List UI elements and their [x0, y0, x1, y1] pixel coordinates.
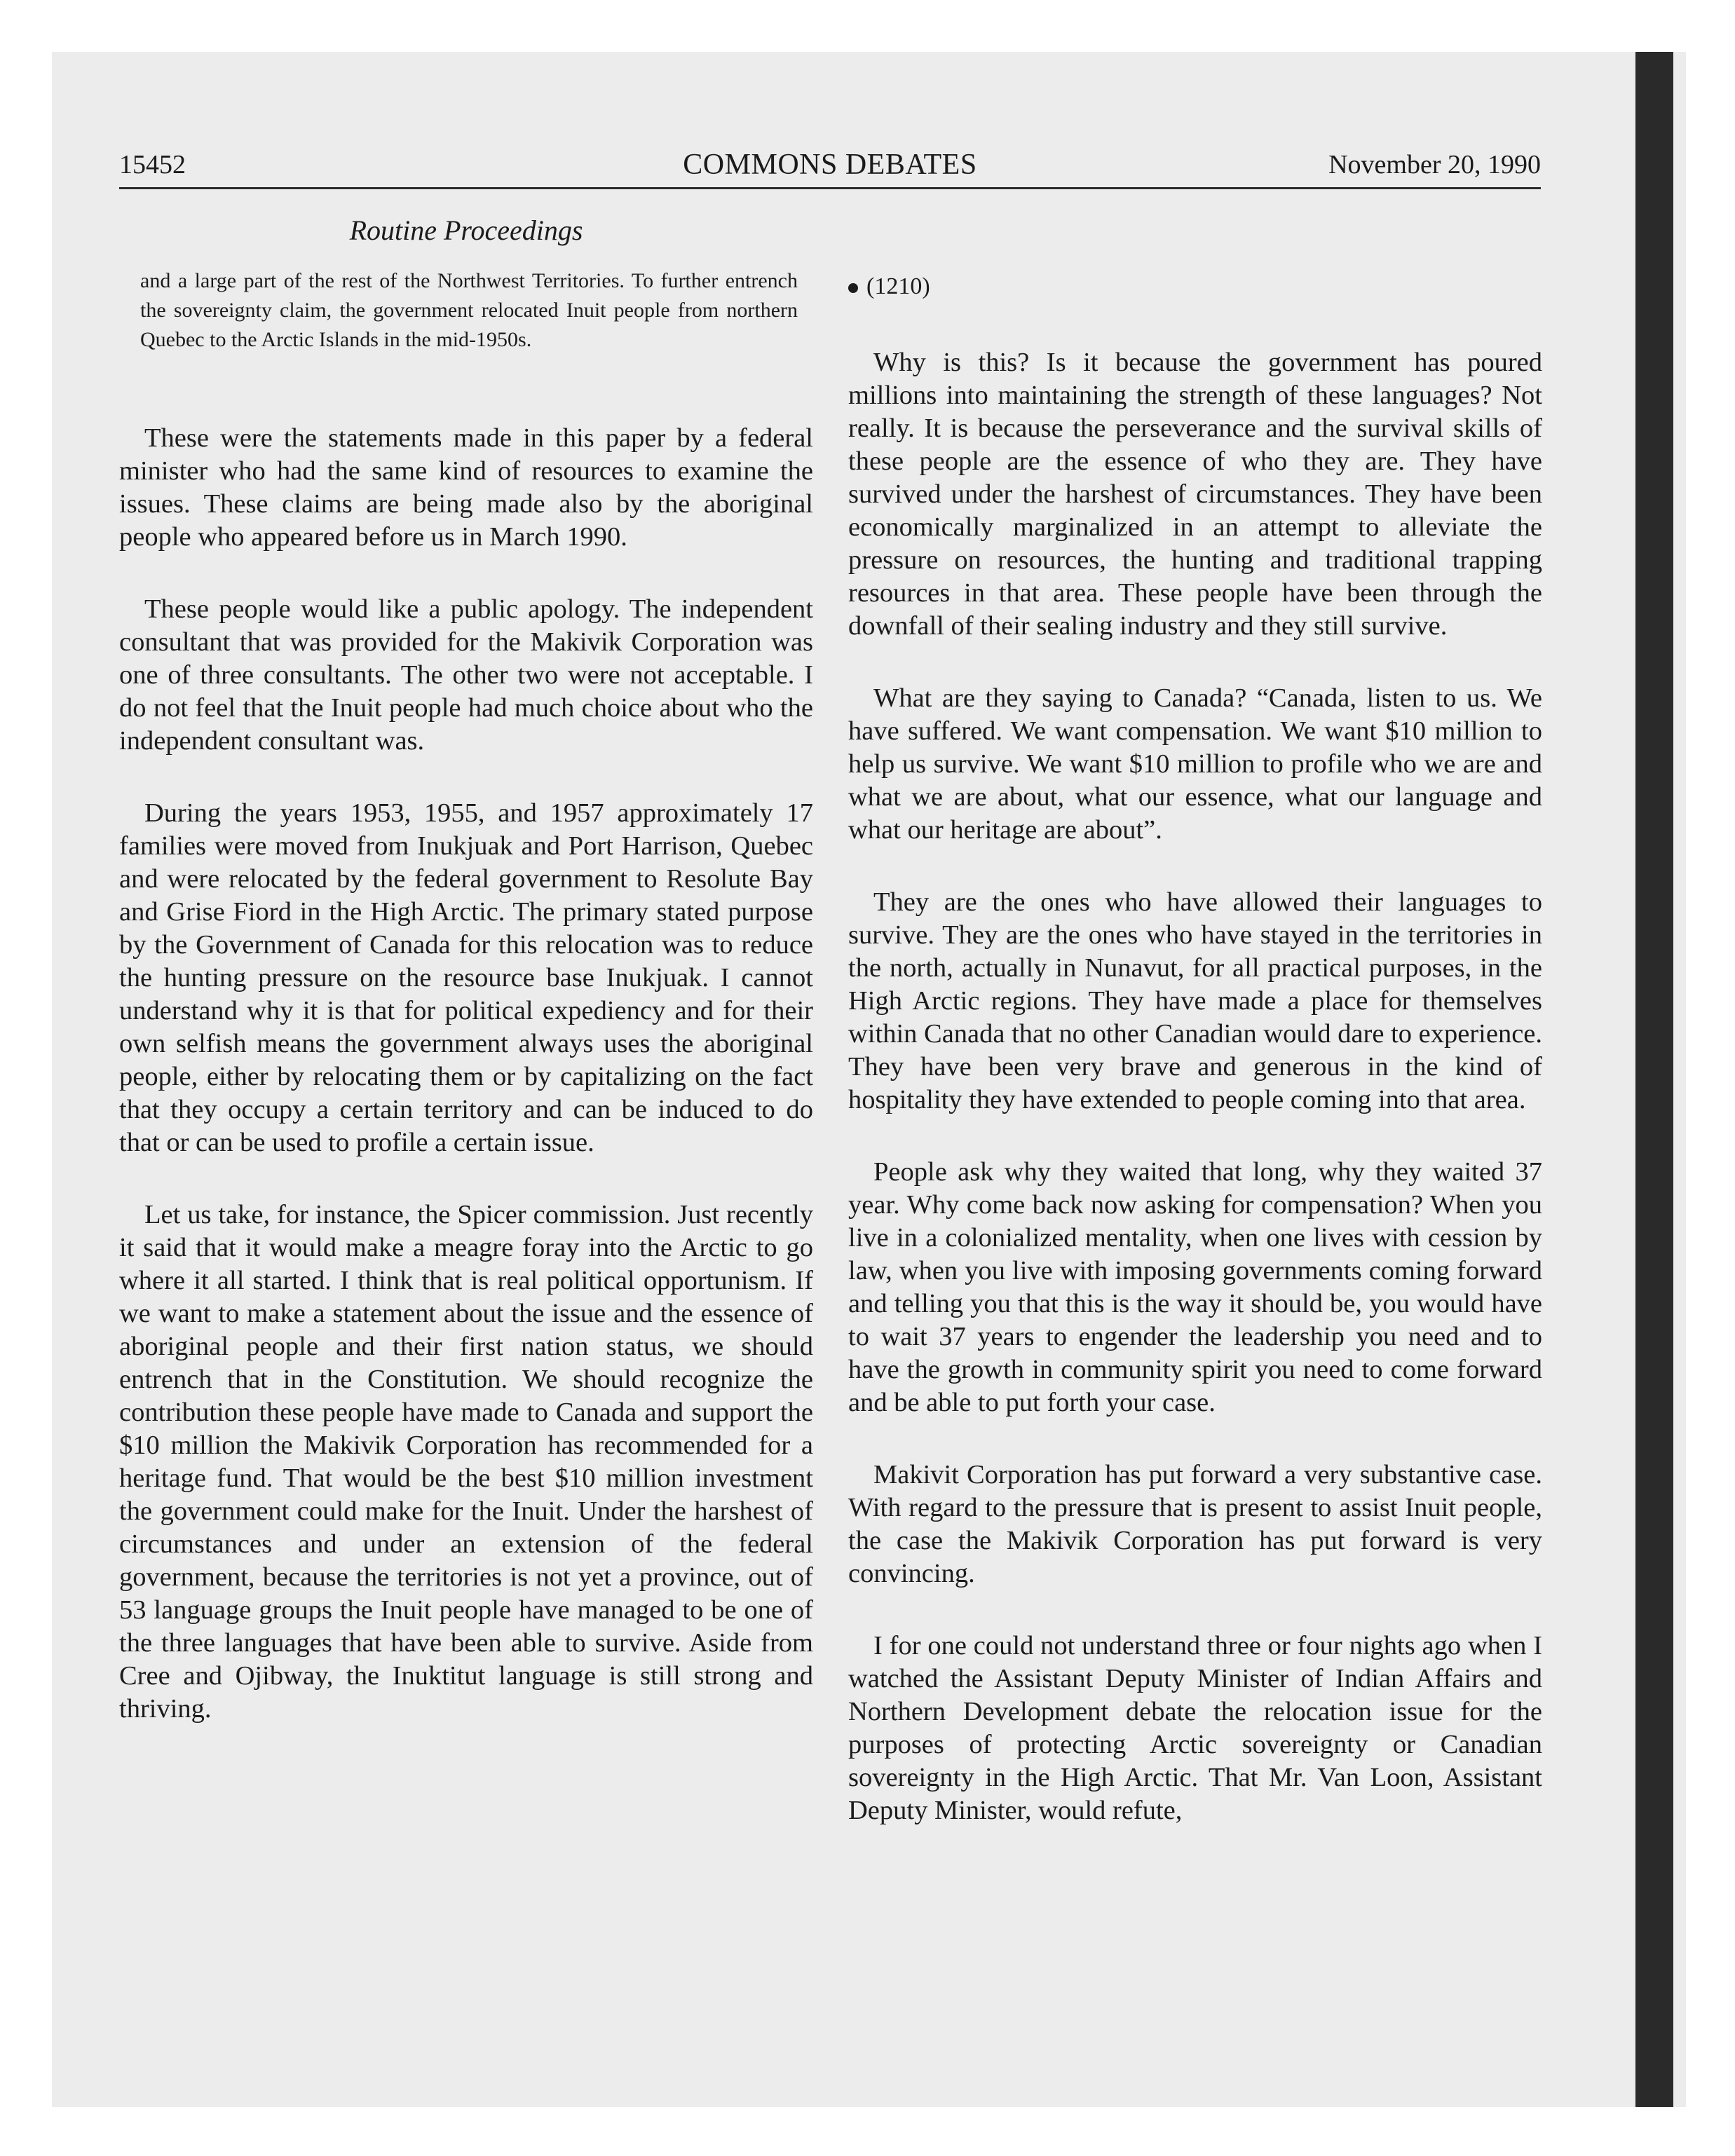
paragraph: These were the statements made in this paper by a federal minister who had the same kind of resources to examine the issues. These claims are being made also by the aboriginal people who appeared before us in March 1990.	[119, 423, 813, 552]
paragraph: During the years 1953, 1955, and 1957 approximately 17 families were moved from Inukjuak and Port Harrison, Quebec and were relocated by the federal government to Resolute Bay and Grise Fiord in the High Arctic. The primary stated purpose by the Government of Canada for this relocation was to reduce the hunting pressure on the resource base Inukjuak. I cannot understand why it is that for political expediency and for their own selfish means the government always uses the aboriginal people, either by relocating them or by capitalizing on the fact that they occupy a certain territory and can be induced to do that or can be used to profile a certain issue.	[119, 798, 813, 1157]
right-column	[848, 270, 1542, 1867]
page-header	[119, 144, 1541, 189]
time-marker	[848, 270, 1542, 303]
paragraph: These people would like a public apology. The independent consultant that was provided for the Makivik Corporation was one of three consultants. The other two were not acceptable. I do not feel that the Inuit people had much choice about who the independent consultant was.	[119, 594, 813, 756]
section-title: Routine Proceedings	[349, 214, 583, 246]
paragraph: Let us take, for instance, the Spicer commission. Just recently it said that it would make a meagre foray into the Arctic to go where it all started. I think that is real political opportunism. If we want to make a statement about the issue and the essence of aboriginal people and their first nation status, we should entrench that in the Constitution. We should recognize the contribution these people have made to Canada and support the $10 million the Makivik Corporation has recommended for a heritage fund. That would be the best $10 million investment the government could make for the Inuit. Under the harshest of circumstances and under an extension of the federal government, because the territories is not yet a province, out of 53 language groups the Inuit people have managed to be one of the three languages that have been able to survive. Aside from Cree and Ojibway, the Inuktitut language is still strong and thriving.	[119, 1200, 813, 1724]
publication-title: COMMONS DEBATES	[683, 149, 977, 181]
scan-edge-shadow	[1635, 52, 1673, 2107]
quoted-excerpt: and a large part of the rest of the Northwest Territories. To further entrench the sovereignty claim, the government relocated Inuit people from northern Quebec to the Arctic Islands in the mid-1950s.	[140, 269, 798, 351]
publication-date: November 20, 1990	[1328, 150, 1541, 179]
paragraph: Makivit Corporation has put forward a very substantive case. With regard to the pressure that is present to assist Inuit people, the case the Makivik Corporation has put forward is very convincing.	[848, 1460, 1542, 1588]
bullet-icon	[848, 283, 858, 293]
paragraph: I for one could not understand three or four nights ago when I watched the Assistant Deputy Minister of Indian Affairs and Northern Development debate the relocation issue for the purposes of protecting Arctic sovereignty or Canadian sovereignty in the High Arctic. That Mr. Van Loon, Assistant Deputy Minister, would refute,	[848, 1631, 1542, 1825]
time-marker-text: (1210)	[866, 273, 930, 299]
left-column	[119, 266, 813, 1765]
paragraph: Why is this? Is it because the government has poured millions into maintaining the strength of these languages? Not really. It is because the perseverance and the survival skills of these people are the essence of who they are. They have survived under the harshest of circumstances. They have been economically marginalized in an attempt to alleviate the pressure on resources, the hunting and traditional trapping resources in that area. These people have been through the downfall of their sealing industry and they still survive.	[848, 348, 1542, 641]
paragraph: What are they saying to Canada? “Canada, listen to us. We have suffered. We want compensation. We want $10 million to help us survive. We want $10 million to profile who we are and what we are about, what our essence, what our language and what our heritage are about”.	[848, 683, 1542, 845]
paragraph: They are the ones who have allowed their languages to survive. They are the ones who have stayed in the territories in the north, actually in Nunavut, for all practical purposes, in the High Arctic regions. They have made a place for themselves within Canada that no other Canadian would dare to experience. They have been very brave and generous in the kind of hospitality they have extended to people coming into that area.	[848, 887, 1542, 1114]
page-number: 15452	[119, 150, 186, 179]
paragraph: People ask why they waited that long, why they waited 37 year. Why come back now asking for compensation? When you live in a colonialized mentality, when one lives with cession by law, when you live with imposing governments coming forward and telling you that this is the way it should be, you would have to wait 37 years to engender the leadership you need and to have the growth in community spirit you need to come forward and be able to put forth your case.	[848, 1157, 1542, 1417]
